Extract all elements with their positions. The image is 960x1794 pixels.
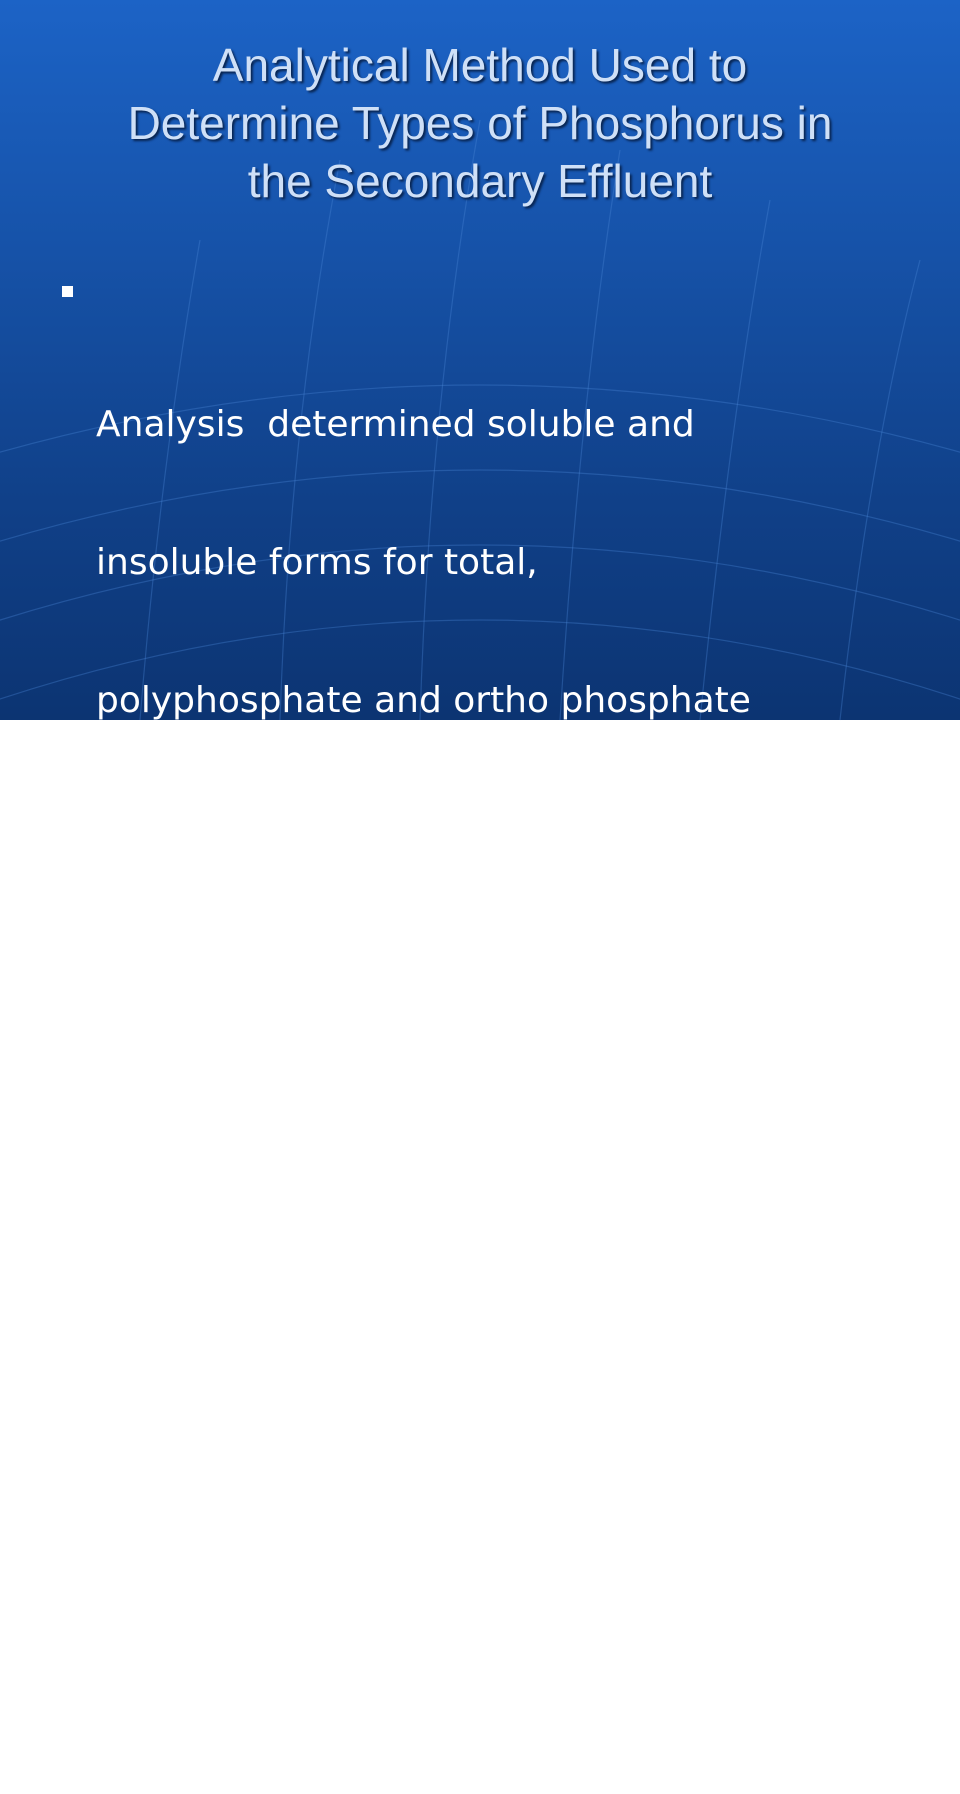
square-bullet-icon	[62, 982, 73, 993]
bullet-line: using Hach equipment and methods	[96, 818, 752, 859]
bullet-item	[56, 960, 916, 1788]
title-line: Analytical Method Used to	[212, 39, 748, 91]
title-line: Determine Types of Phosphorus in	[127, 97, 833, 149]
bullet-line: blanks, standards and splits with QC	[96, 1514, 753, 1555]
bullet-line: insoluble forms for total,	[96, 542, 538, 583]
bullet-line: Analysis determined soluble and	[96, 404, 695, 445]
bullet-line: validity of results including dedicated	[96, 1238, 772, 1279]
square-bullet-icon	[62, 286, 73, 297]
bullet-line: polyphosphate and ortho phosphate	[96, 680, 751, 721]
slide-title	[40, 36, 920, 210]
bullet-line: Procedures used to ensure the	[96, 1100, 646, 1141]
title-line: the Secondary Effluent	[247, 155, 713, 207]
bullet-item	[56, 264, 916, 954]
bullet-list	[56, 264, 916, 1794]
bullet-line: acid washed glassware, reagent	[96, 1376, 675, 1417]
bullet-line: laboratory	[96, 1652, 283, 1693]
